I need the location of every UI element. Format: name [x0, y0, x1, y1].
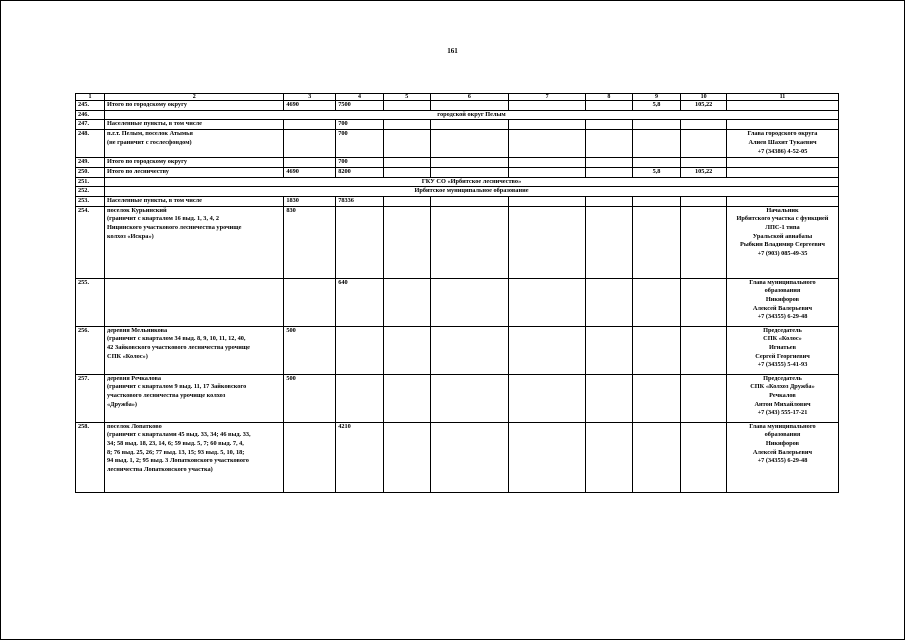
col7-cell — [509, 196, 586, 206]
col5-cell — [383, 278, 430, 326]
col10-cell: 105,22 — [681, 101, 727, 111]
responsible-cell: Начальник Ирбитского участка с функцией ЛПС-1 типа Уральской авиабазы Рыбкин Владимир Сергеевич +7 (903) 085-49-35 — [726, 206, 838, 278]
col9-cell: 5,8 — [632, 167, 681, 177]
table-row — [76, 206, 839, 278]
col9-cell: 5,8 — [632, 101, 681, 111]
responsible-cell — [726, 158, 838, 168]
col10-cell — [681, 374, 727, 422]
col7-cell — [509, 130, 586, 158]
col6-cell — [430, 130, 509, 158]
responsible-cell — [726, 101, 838, 111]
table-row — [76, 110, 839, 120]
name-cell: поселок Лопатково (граничит с кварталами 45 выд. 33, 34; 46 выд. 33, 34; 58 выд. 18, 23, 14, 6; 59 выд. 5, 7; 60 выд. 7, 4, 8; 76 выд. 25, 26; 77 выд. 13, 15; 93 выд. 5, 10, 18; 94 выд. 1, 2; 95 выд. 3 Лопатковского участкового лесничества Лопатковского участка) — [105, 422, 284, 492]
col6-cell — [430, 278, 509, 326]
col5-cell — [383, 167, 430, 177]
header-cell: 3 — [284, 94, 336, 101]
row-number-cell: 257. — [76, 374, 105, 422]
row-number-cell: 256. — [76, 326, 105, 374]
col10-cell — [681, 196, 727, 206]
row-number-cell: 255. — [76, 278, 105, 326]
responsible-cell: Председатель СПК «Колхоз Дружба» Речкалов Антон Михайлович +7 (343) 555-17-21 — [726, 374, 838, 422]
col4-cell — [336, 374, 384, 422]
col7-cell — [509, 158, 586, 168]
col10-cell — [681, 206, 727, 278]
col4-cell: 700 — [336, 158, 384, 168]
col9-cell — [632, 278, 681, 326]
responsible-cell: Глава городского округа Алиев Шахит Тукаевич +7 (34386) 4-52-05 — [726, 130, 838, 158]
col10-cell — [681, 158, 727, 168]
col8-cell — [586, 422, 633, 492]
col6-cell — [430, 422, 509, 492]
col3-cell — [284, 278, 336, 326]
row-number-cell: 246. — [76, 110, 105, 120]
name-cell: деревня Речкалова (граничит с кварталом 9 выд. 11, 17 Зайковского участкового лесничества урочище колхоз «Дружба») — [105, 374, 284, 422]
col9-cell — [632, 196, 681, 206]
table-body — [76, 94, 839, 493]
col5-cell — [383, 206, 430, 278]
col10-cell — [681, 326, 727, 374]
header-cell: 11 — [726, 94, 838, 101]
name-cell: п.г.т. Пелым, поселок Атымья (не граничит с гослесфондом) — [105, 130, 284, 158]
section-title-cell: Ирбитское муниципальное образование — [105, 187, 839, 197]
table-row — [76, 187, 839, 197]
header-cell: 7 — [509, 94, 586, 101]
name-cell: деревня Мельникова (граничит с кварталом 34 выд. 8, 9, 10, 11, 12, 40, 42 Зайковского участкового лесничества урочище СПК «Колос») — [105, 326, 284, 374]
col8-cell — [586, 101, 633, 111]
col3-cell: 500 — [284, 374, 336, 422]
table-row — [76, 196, 839, 206]
header-cell: 9 — [632, 94, 681, 101]
col8-cell — [586, 158, 633, 168]
name-cell — [105, 278, 284, 326]
col8-cell — [586, 196, 633, 206]
row-number-cell: 253. — [76, 196, 105, 206]
col4-cell: 78336 — [336, 196, 384, 206]
col6-cell — [430, 374, 509, 422]
table-row — [76, 278, 839, 326]
name-cell: Населенные пункты, в том числе — [105, 196, 284, 206]
col10-cell: 105,22 — [681, 167, 727, 177]
name-cell: Итого по городскому округу — [105, 158, 284, 168]
col9-cell — [632, 326, 681, 374]
col9-cell — [632, 130, 681, 158]
col5-cell — [383, 422, 430, 492]
col9-cell — [632, 422, 681, 492]
col7-cell — [509, 278, 586, 326]
row-number-cell: 249. — [76, 158, 105, 168]
col7-cell — [509, 422, 586, 492]
col5-cell — [383, 326, 430, 374]
table-row — [76, 422, 839, 492]
col4-cell: 700 — [336, 120, 384, 130]
col8-cell — [586, 167, 633, 177]
col7-cell — [509, 167, 586, 177]
col7-cell — [509, 326, 586, 374]
col3-cell — [284, 158, 336, 168]
row-number-cell: 248. — [76, 130, 105, 158]
name-cell: Итого по лесничеству — [105, 167, 284, 177]
col6-cell — [430, 101, 509, 111]
col7-cell — [509, 120, 586, 130]
col8-cell — [586, 374, 633, 422]
col9-cell — [632, 158, 681, 168]
table-row — [76, 167, 839, 177]
header-cell: 8 — [586, 94, 633, 101]
row-number-cell: 250. — [76, 167, 105, 177]
responsible-cell: Глава муниципального образования Никифоров Алексей Валерьевич +7 (34355) 6-29-48 — [726, 422, 838, 492]
table-row — [76, 130, 839, 158]
section-title-cell: городской округ Пелым — [105, 110, 839, 120]
col5-cell — [383, 101, 430, 111]
col7-cell — [509, 206, 586, 278]
col3-cell: 1830 — [284, 196, 336, 206]
table-row — [76, 158, 839, 168]
col6-cell — [430, 326, 509, 374]
row-number-cell: 245. — [76, 101, 105, 111]
col5-cell — [383, 196, 430, 206]
header-cell: 4 — [336, 94, 384, 101]
col6-cell — [430, 120, 509, 130]
page-number: 161 — [447, 47, 458, 55]
col6-cell — [430, 196, 509, 206]
col5-cell — [383, 374, 430, 422]
table-row — [76, 374, 839, 422]
col3-cell: 830 — [284, 206, 336, 278]
col6-cell — [430, 206, 509, 278]
col4-cell: 4210 — [336, 422, 384, 492]
responsible-cell: Глава муниципального образования Никифоров Алексей Валерьевич +7 (34355) 6-29-48 — [726, 278, 838, 326]
table-row — [76, 101, 839, 111]
col6-cell — [430, 158, 509, 168]
header-cell: 10 — [681, 94, 727, 101]
col10-cell — [681, 120, 727, 130]
name-cell: Населенные пункты, в том числе — [105, 120, 284, 130]
col9-cell — [632, 206, 681, 278]
header-cell: 2 — [105, 94, 284, 101]
col7-cell — [509, 101, 586, 111]
header-cell: 1 — [76, 94, 105, 101]
col10-cell — [681, 422, 727, 492]
col4-cell — [336, 206, 384, 278]
row-number-cell: 247. — [76, 120, 105, 130]
col5-cell — [383, 120, 430, 130]
col7-cell — [509, 374, 586, 422]
col3-cell — [284, 130, 336, 158]
responsible-cell — [726, 167, 838, 177]
col5-cell — [383, 130, 430, 158]
header-cell: 6 — [430, 94, 509, 101]
col4-cell — [336, 326, 384, 374]
row-number-cell: 251. — [76, 177, 105, 187]
table-row — [76, 326, 839, 374]
name-cell: Итого по городскому округу — [105, 101, 284, 111]
col4-cell: 640 — [336, 278, 384, 326]
col10-cell — [681, 130, 727, 158]
col3-cell: 4690 — [284, 167, 336, 177]
col9-cell — [632, 120, 681, 130]
forestry-table — [75, 93, 839, 493]
col8-cell — [586, 206, 633, 278]
section-title-cell: ГКУ СО «Ирбитское лесничество» — [105, 177, 839, 187]
table-row — [76, 120, 839, 130]
name-cell: поселок Курьинский (граничит с кварталом 16 выд. 1, 3, 4, 2 Ницинского участкового лесничества урочище колхоз «Искра») — [105, 206, 284, 278]
col3-cell: 4690 — [284, 101, 336, 111]
col6-cell — [430, 167, 509, 177]
responsible-cell: Председатель СПК «Колос» Игнатьев Сергей Георгиевич +7 (34355) 5-41-93 — [726, 326, 838, 374]
col4-cell: 700 — [336, 130, 384, 158]
row-number-cell: 254. — [76, 206, 105, 278]
header-row — [76, 94, 839, 101]
col4-cell: 8200 — [336, 167, 384, 177]
col8-cell — [586, 130, 633, 158]
responsible-cell — [726, 196, 838, 206]
col8-cell — [586, 326, 633, 374]
col3-cell — [284, 422, 336, 492]
col10-cell — [681, 278, 727, 326]
col9-cell — [632, 374, 681, 422]
row-number-cell: 252. — [76, 187, 105, 197]
row-number-cell: 258. — [76, 422, 105, 492]
col3-cell — [284, 120, 336, 130]
table-row — [76, 177, 839, 187]
col8-cell — [586, 278, 633, 326]
col4-cell: 7500 — [336, 101, 384, 111]
col5-cell — [383, 158, 430, 168]
col3-cell: 500 — [284, 326, 336, 374]
responsible-cell — [726, 120, 838, 130]
col8-cell — [586, 120, 633, 130]
header-cell: 5 — [383, 94, 430, 101]
